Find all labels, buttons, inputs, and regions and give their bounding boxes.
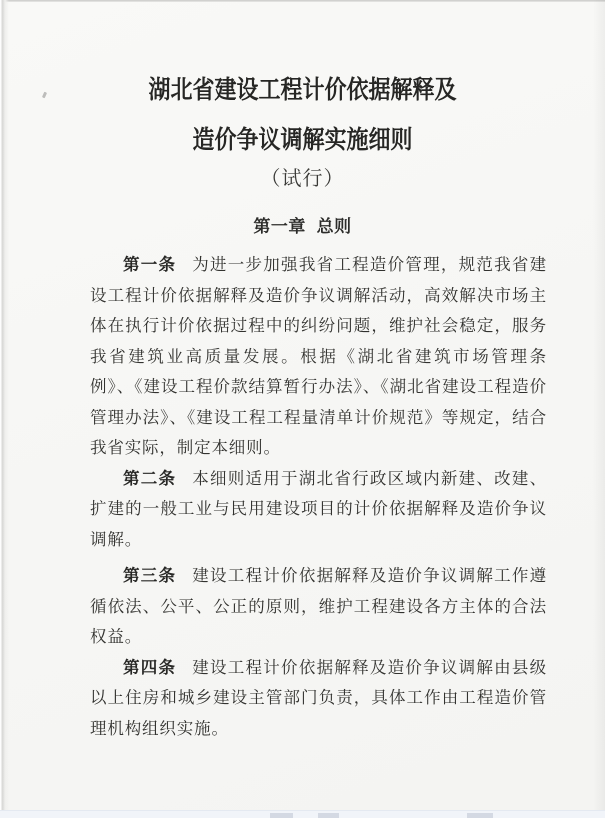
bottom-strip-marker xyxy=(467,813,493,818)
article-3-label: 第三条 xyxy=(123,566,177,585)
page-top-edge xyxy=(0,0,605,2)
viewer-bottom-strip xyxy=(0,810,605,818)
document-title-line1: 湖北省建设工程计价依据解释及 xyxy=(148,77,457,104)
article-1 xyxy=(90,250,547,464)
article-3 xyxy=(90,561,547,653)
page-right-edge xyxy=(593,0,605,810)
article-1-text: 为进一步加强我省工程造价管理，规范我省建设工程计价依据解释及造价争议调解活动，高效解决市场主体在执行计价依据过程中的纠纷问题，维护社会稳定，服务我省建筑业高质量发展。根据《湖北省建筑市场管理条例》、《建设工程价款结算暂行办法》、《湖北省建设工程造价管理办法》、《建设工程工程量清单计价规范》等规定，结合我省实际，制定本细则。 xyxy=(90,255,547,457)
article-4-text: 建设工程计价依据解释及造价争议调解由县级以上住房和城乡建设主管部门负责，具体工作由工程造价管理机构组织实施。 xyxy=(90,657,547,738)
article-2-label: 第二条 xyxy=(123,468,177,488)
document-subtitle: （试行） xyxy=(260,168,345,190)
bottom-strip-marker xyxy=(318,813,339,818)
document-title xyxy=(36,66,568,166)
article-2-text: 本细则适用于湖北省行政区域内新建、改建、扩建的一般工业与民用建设项目的计价依据解释及造价争议调解。 xyxy=(90,468,547,549)
bottom-strip-marker xyxy=(270,813,293,818)
article-4 xyxy=(90,653,547,745)
document-body xyxy=(90,250,547,744)
document-title-line2: 造价争议调解实施细则 xyxy=(192,127,413,154)
article-2 xyxy=(90,464,547,556)
page-left-edge xyxy=(0,0,9,810)
chapter-heading: 第一章 总则 xyxy=(253,217,352,236)
article-1-label: 第一条 xyxy=(123,255,177,274)
article-3-text: 建设工程计价依据解释及造价争议调解工作遵循依法、公平、公正的原则，维护工程建设各方主体的合法权益。 xyxy=(90,566,547,646)
article-4-label: 第四条 xyxy=(123,657,177,677)
